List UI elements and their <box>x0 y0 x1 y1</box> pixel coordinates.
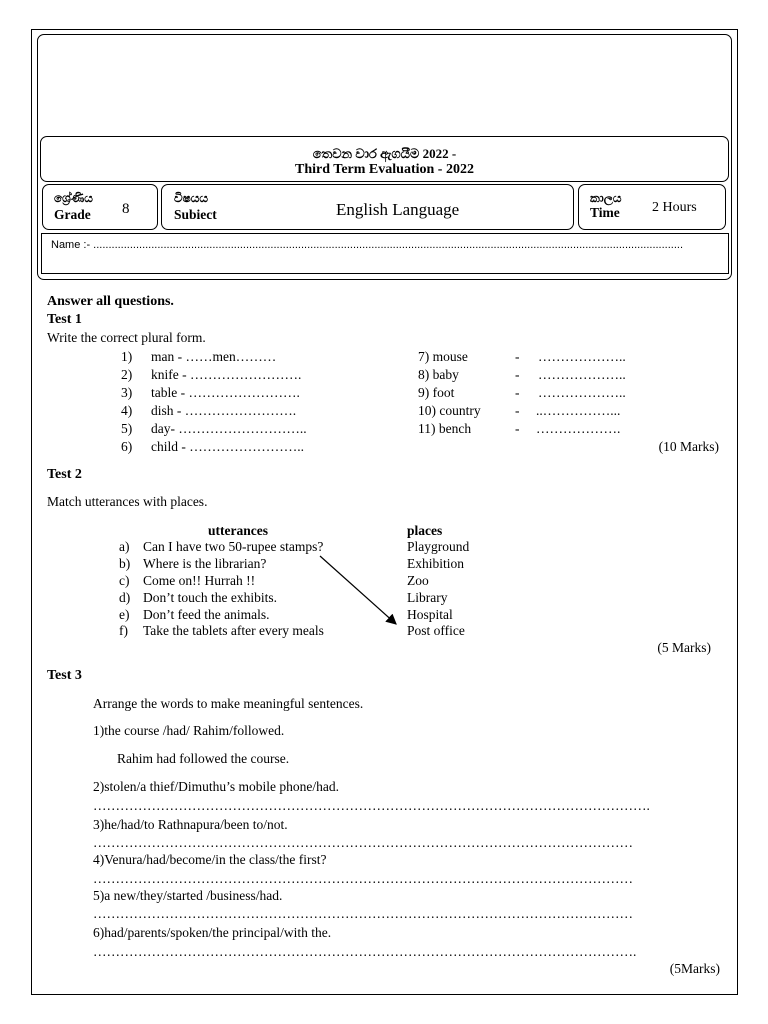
test3-title: Test 3 <box>47 668 82 683</box>
item-text: Don’t feed the animals. <box>143 607 270 622</box>
test1-instruction: Write the correct plural form. <box>47 330 206 345</box>
item-dash: - <box>515 421 520 436</box>
item-dash: - <box>515 367 520 382</box>
subject-label-sinhala: විෂයය <box>174 191 209 205</box>
item-number: 5) <box>121 421 133 436</box>
item-number: 4) <box>121 403 133 418</box>
answer-line[interactable]: ………………………………………………………………………………………………………… <box>93 906 633 921</box>
place-item: Exhibition <box>407 556 464 571</box>
col-places-header: places <box>407 523 443 538</box>
test3-q1: 1)the course /had/ Rahim/followed. <box>93 723 285 738</box>
item-letter: d) <box>119 590 131 605</box>
item-word: 9) foot <box>418 385 455 400</box>
item-dash: - <box>515 403 520 418</box>
instructions: Answer all questions. <box>47 294 174 309</box>
item-text[interactable]: man - ……men……… <box>151 349 277 364</box>
item-word: 11) bench <box>418 421 472 436</box>
item-letter: f) <box>119 623 128 638</box>
time-value: 2 Hours <box>652 200 697 215</box>
place-item: Library <box>407 590 448 605</box>
question-text: 5)a new/they/started /business/had. <box>93 888 283 903</box>
item-blank[interactable]: ……………….. <box>538 349 626 364</box>
item-text[interactable]: dish - ……………………. <box>151 403 297 418</box>
place-item: Post office <box>407 623 465 638</box>
test3-marks: (5Marks) <box>669 961 720 976</box>
test2-marks: (5 Marks) <box>657 640 711 655</box>
subject-label: Subiect <box>174 207 217 222</box>
grade-label-sinhala: ශ්‍රේණිය <box>54 191 93 205</box>
answer-line[interactable]: ………………………………………………………………………………………………………… <box>93 835 633 850</box>
item-blank[interactable]: ……………….. <box>538 367 626 382</box>
item-letter: b) <box>119 556 131 571</box>
test1-marks: (10 Marks) <box>658 439 719 454</box>
item-number: 3) <box>121 385 133 400</box>
item-letter: e) <box>119 607 130 622</box>
question-text: 4)Venura/had/become/in the class/the first? <box>93 852 327 867</box>
grade-label: Grade <box>54 207 91 222</box>
item-dash: - <box>515 385 520 400</box>
test3-a1: Rahim had followed the course. <box>117 751 290 766</box>
time-label: Time <box>590 205 620 220</box>
item-text: Come on!! Hurrah !! <box>143 573 256 588</box>
item-letter: c) <box>119 573 130 588</box>
answer-line[interactable]: …………………………………………………………………………………………………………. <box>93 944 637 959</box>
test2-title: Test 2 <box>47 467 82 482</box>
item-number: 6) <box>121 439 133 454</box>
item-blank[interactable]: ………………. <box>536 421 621 436</box>
item-text[interactable]: day- ……………………….. <box>151 421 307 436</box>
col-utterances-header: utterances <box>208 523 268 538</box>
grade-value: 8 <box>122 201 130 217</box>
item-blank[interactable]: ……………….. <box>538 385 626 400</box>
item-dash: - <box>515 349 520 364</box>
test2-instruction: Match utterances with places. <box>47 494 208 509</box>
item-word: 7) mouse <box>418 349 468 364</box>
item-word: 8) baby <box>418 367 459 382</box>
question-text: 3)he/had/to Rathnapura/been to/not. <box>93 817 288 832</box>
item-text[interactable]: child - …………………….. <box>151 439 304 454</box>
name-line[interactable]: Name :- ................................................................................................................................................................................................. <box>51 239 684 251</box>
test1-title: Test 1 <box>47 312 82 327</box>
title-sinhala: තෙවන වාර ඇගයීම 2022 - <box>312 146 457 161</box>
item-number: 1) <box>121 349 133 364</box>
answer-line[interactable]: ……………………………………………………………………………………………………………. <box>93 798 650 813</box>
item-blank[interactable]: ..……………... <box>536 403 621 418</box>
title-english: Third Term Evaluation - 2022 <box>295 162 474 177</box>
item-text: Where is the librarian? <box>143 556 267 571</box>
item-word: 10) country <box>418 403 481 418</box>
item-text[interactable]: knife - ……………………. <box>151 367 302 382</box>
question-text: 2)stolen/a thief/Dimuthu’s mobile phone/had. <box>93 779 339 794</box>
time-label-sinhala: කාලය <box>590 191 622 205</box>
item-text: Can I have two 50-rupee stamps? <box>143 539 324 554</box>
question-text: 6)had/parents/spoken/the principal/with the. <box>93 925 332 940</box>
subject-value: English Language <box>336 200 460 219</box>
place-item: Hospital <box>407 607 453 622</box>
place-item: Zoo <box>407 573 429 588</box>
item-text: Take the tablets after every meals <box>143 623 324 638</box>
item-text: Don’t touch the exhibits. <box>143 590 277 605</box>
item-letter: a) <box>119 539 130 554</box>
item-text[interactable]: table - ……………………. <box>151 385 300 400</box>
item-number: 2) <box>121 367 133 382</box>
test3-instruction: Arrange the words to make meaningful sentences. <box>93 696 364 711</box>
place-item: Playground <box>407 539 470 554</box>
answer-line[interactable]: ………………………………………………………………………………………………………… <box>93 871 633 886</box>
